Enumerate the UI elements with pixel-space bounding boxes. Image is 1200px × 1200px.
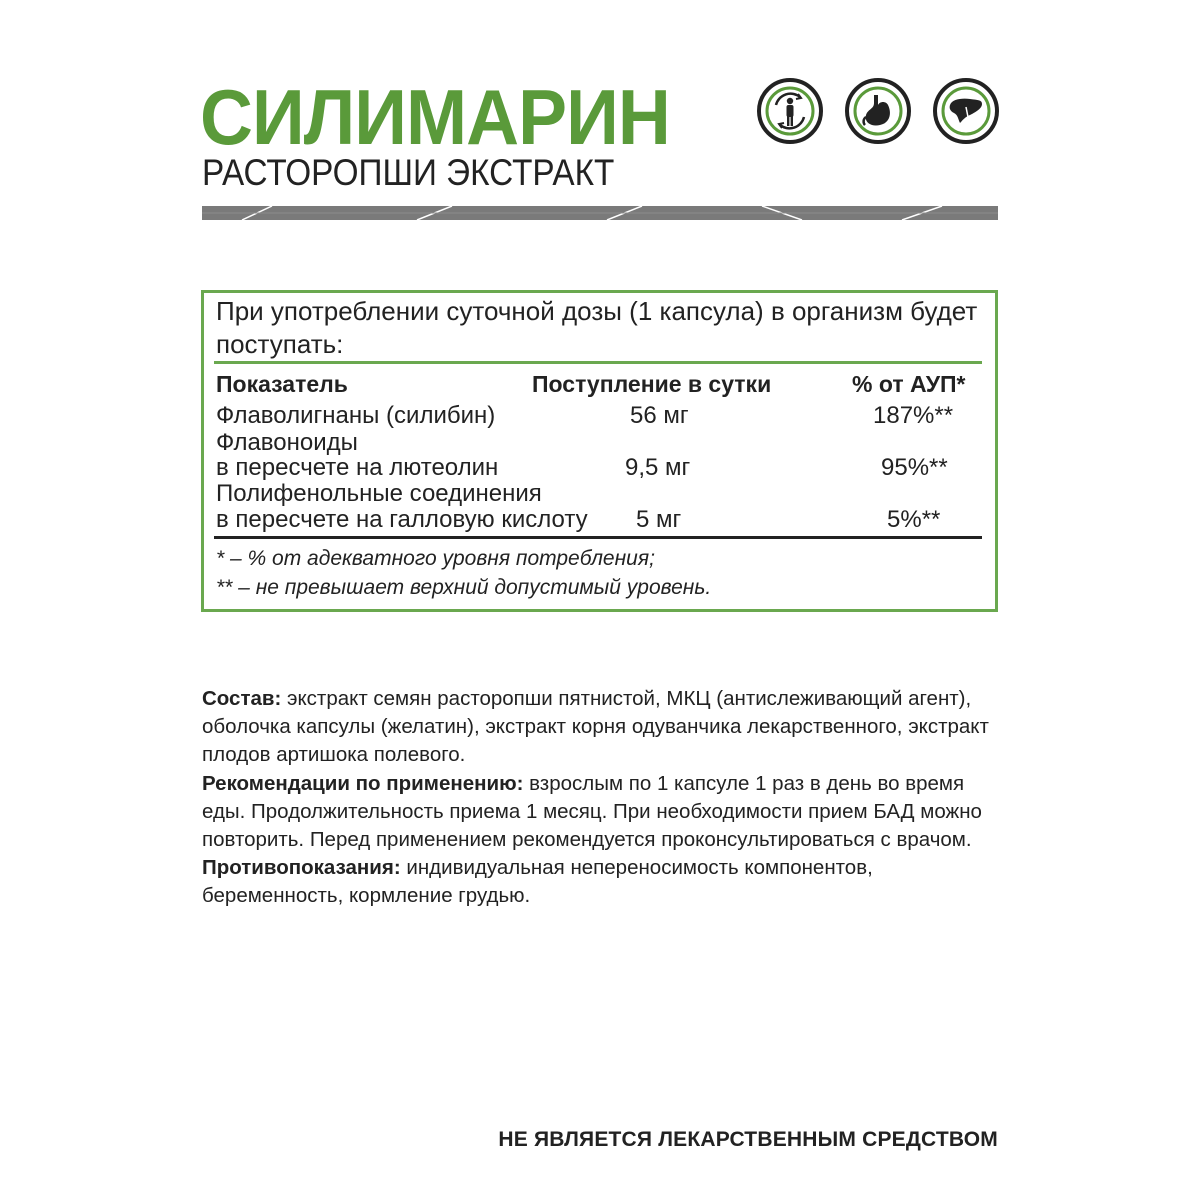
header-percent: % от АУП*	[852, 371, 966, 397]
recommendations-paragraph	[202, 770, 992, 855]
composition-label: Состав:	[202, 687, 282, 710]
body-cycle-icon	[757, 78, 823, 144]
row-percent: 187%**	[873, 402, 954, 429]
divider	[214, 361, 982, 364]
stomach-icon	[845, 78, 911, 144]
composition-paragraph	[202, 685, 992, 770]
row-amount: 5 мг	[636, 506, 682, 533]
row-name-detail: в пересчете на галловую кислоту	[216, 506, 588, 533]
composition-text: экстракт семян расторопши пятнистой, МКЦ (антислеживающий агент), оболочка капсулы (желатин), экстракт корня одуванчика лекарственного, экстракт плодов артишока полевого.	[202, 687, 989, 767]
row-name-detail: в пересчете на лютеолин	[216, 454, 499, 481]
product-title: СИЛИМАРИН	[200, 73, 670, 161]
contraindications-paragraph	[202, 854, 992, 910]
benefit-icons	[757, 78, 999, 144]
row-name: Флаволигнаны (силибин)	[216, 402, 496, 429]
liver-icon	[933, 78, 999, 144]
nutrition-intro: При употреблении суточной дозы (1 капсула) в организм будет поступать:	[216, 296, 978, 359]
footnote: ** – не превышает верхний допустимый уровень.	[216, 576, 712, 599]
row-amount: 56 мг	[630, 402, 689, 429]
row-percent: 5%**	[887, 506, 941, 533]
recommendations-text: взрослым по 1 капсуле 1 раз в день во время еды. Продолжительность приема 1 месяц. При необходимости прием БАД можно повторить. Перед применением рекомендуется проконсультироваться с врачом.	[202, 771, 982, 852]
product-subtitle: РАСТОРОПШИ ЭКСТРАКТ	[202, 152, 615, 193]
row-name: Полифенольные соединения	[216, 480, 542, 507]
contraindications-text: индивидуальная непереносимость компонентов, беременность, кормление грудью.	[202, 856, 873, 908]
product-description	[202, 685, 992, 911]
divider	[214, 536, 982, 539]
footnote: * – % от адекватного уровня потребления;	[216, 547, 655, 570]
recommendations-label: Рекомендации по применению:	[202, 771, 524, 795]
header-indicator: Показатель	[216, 371, 348, 397]
row-name: Флавоноиды	[216, 429, 358, 456]
disclaimer: НЕ ЯВЛЯЕТСЯ ЛЕКАРСТВЕННЫМ СРЕДСТВОМ	[498, 1128, 998, 1151]
contraindications-label: Противопоказания:	[202, 856, 401, 880]
row-percent: 95%**	[881, 454, 948, 481]
header-daily-intake: Поступление в сутки	[532, 371, 772, 397]
row-amount: 9,5 мг	[625, 454, 691, 481]
decorative-stripe	[202, 206, 998, 220]
